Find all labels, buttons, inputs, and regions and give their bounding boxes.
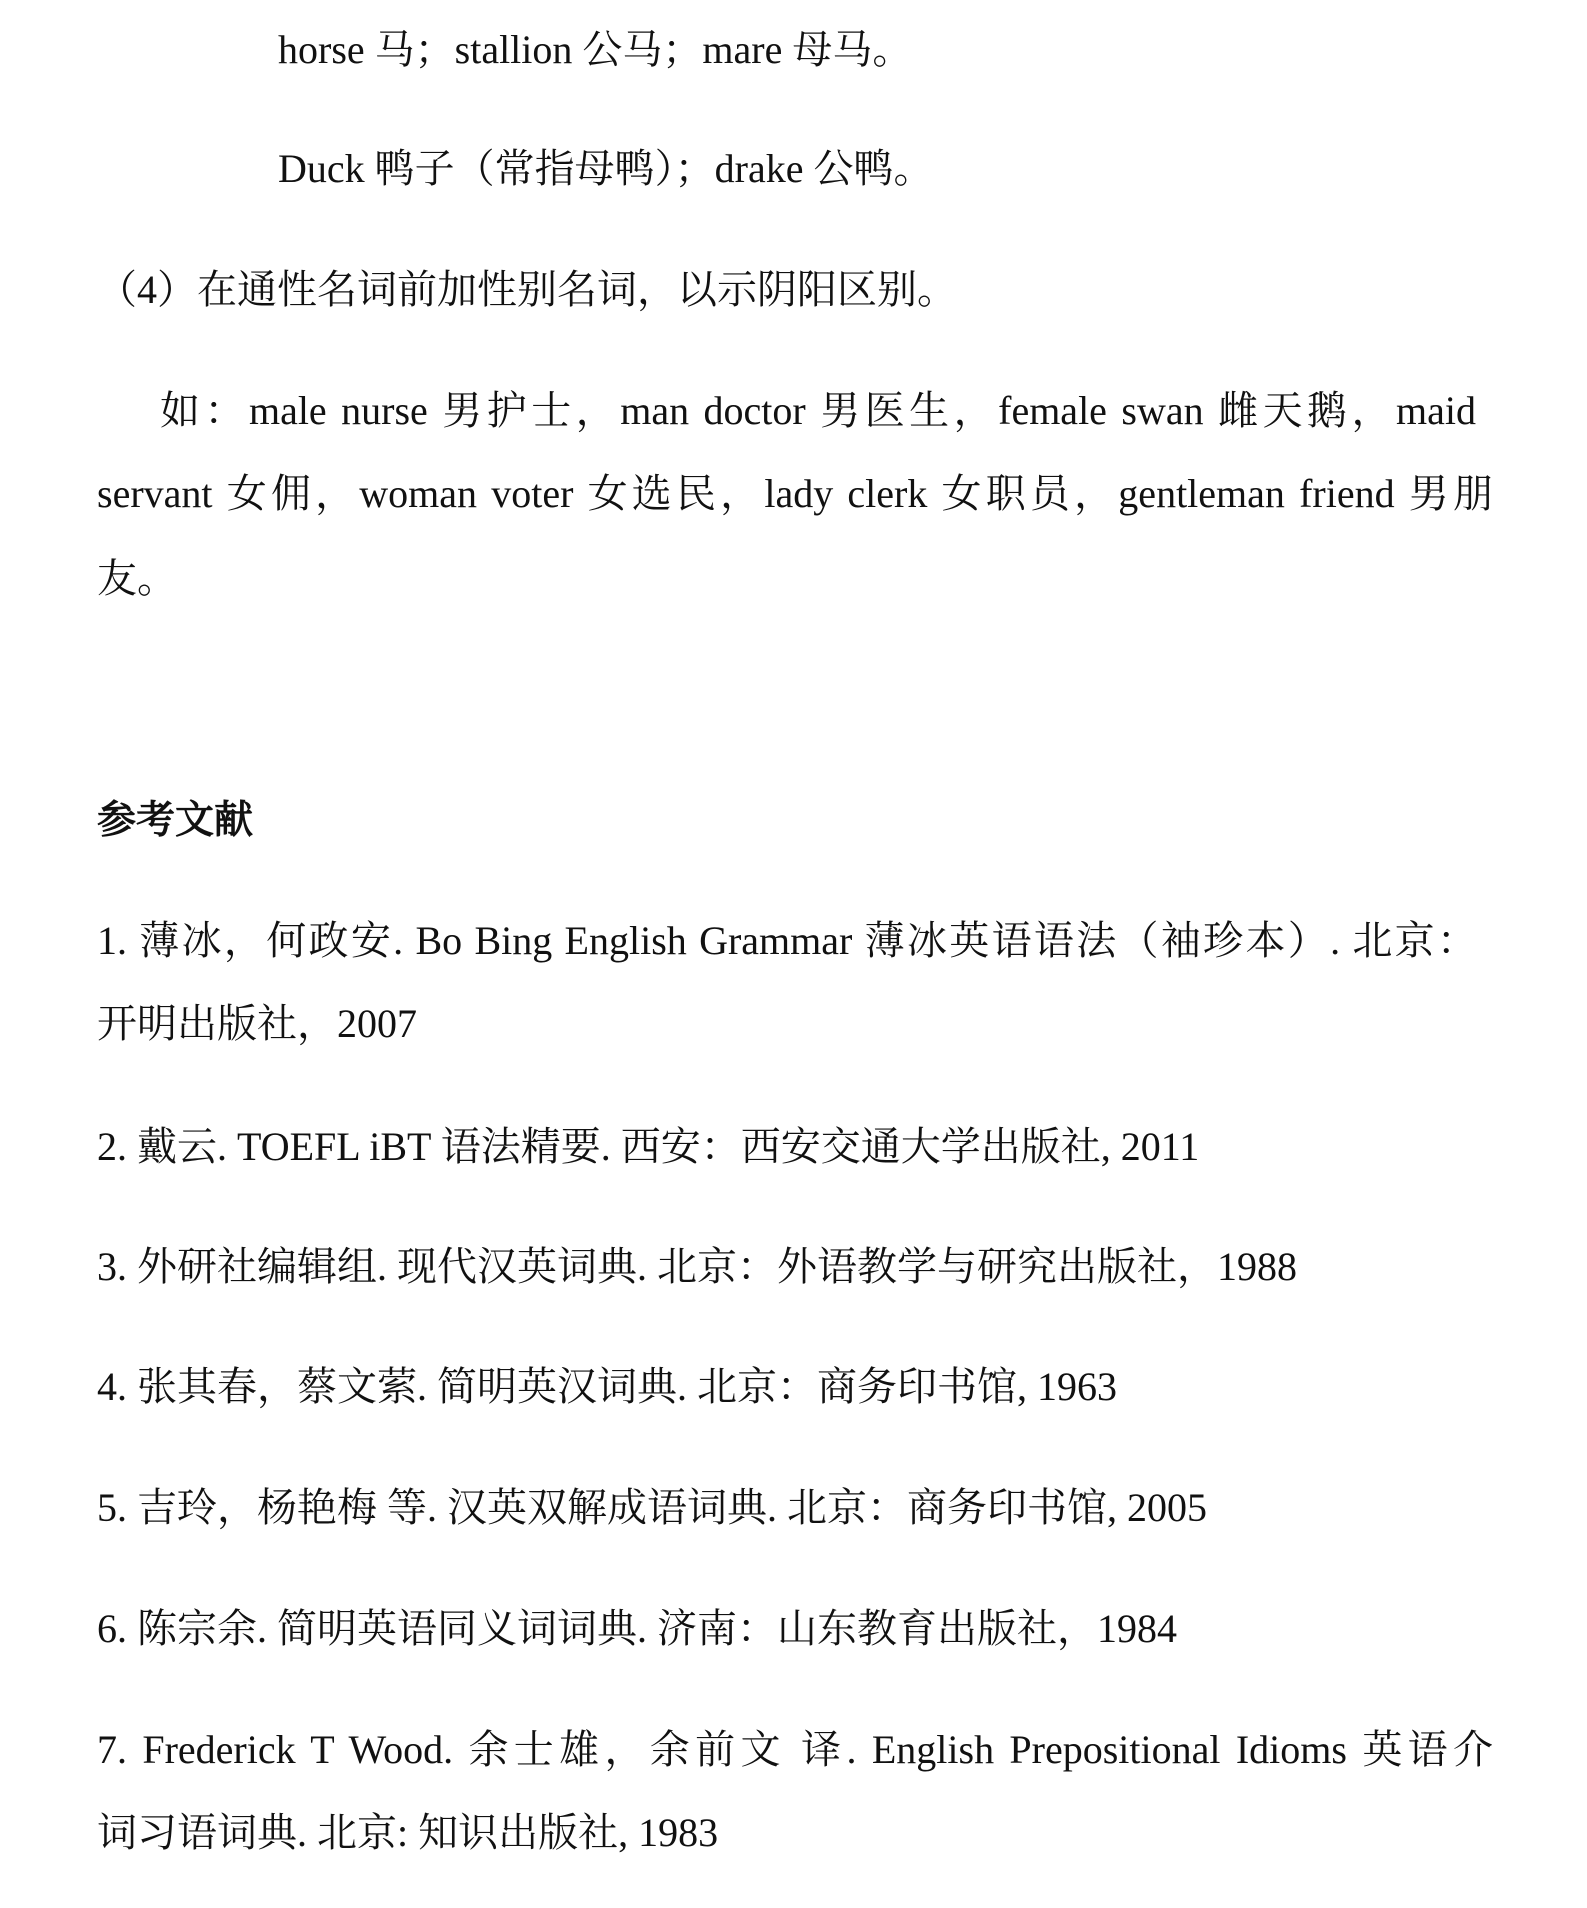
reference-item-5: 5. 吉玲，杨艳梅 等. 汉英双解成语词典. 北京：商务印书馆, 2005 [97,1485,1207,1530]
example-duck-line: Duck 鸭子（常指母鸭）；drake 公鸭。 [278,146,934,191]
reference-item-4: 4. 张其春，蔡文萦. 简明英汉词典. 北京：商务印书馆, 1963 [97,1364,1117,1409]
references-title: 参考文献 [97,798,254,843]
reference-item-7-line-2: 词习语词典. 北京: 知识出版社, 1983 [97,1810,719,1855]
example-horse-line: horse 马；stallion 公马；mare 母马。 [278,27,913,72]
rule-4-example-line-1: 如：male nurse 男护士，man doctor 男医生，female swan 雌天鹅，maid [160,388,1476,433]
reference-item-7-line-1: 7. Frederick T Wood. 余士雄，余前文 译. English Prepositional Idioms 英语介 [97,1727,1493,1772]
reference-item-6: 6. 陈宗余. 简明英语同义词词典. 济南：山东教育出版社，1984 [97,1606,1177,1651]
reference-item-1-line-2: 开明出版社，2007 [97,1001,417,1046]
reference-item-2: 2. 戴云. TOEFL iBT 语法精要. 西安：西安交通大学出版社, 2011 [97,1124,1200,1169]
rule-4-example-line-2: servant 女佣，woman voter 女选民，lady clerk 女职员，gentleman friend 男朋 [97,471,1493,516]
reference-item-1-line-1: 1. 薄冰，何政安. Bo Bing English Grammar 薄冰英语语法（袖珍本）. 北京： [97,918,1477,963]
rule-4-example-line-3: 友。 [97,556,177,601]
rule-4-heading: （4）在通性名词前加性别名词，以示阴阳区别。 [97,267,957,312]
reference-item-3: 3. 外研社编辑组. 现代汉英词典. 北京：外语教学与研究出版社，1988 [97,1244,1297,1289]
